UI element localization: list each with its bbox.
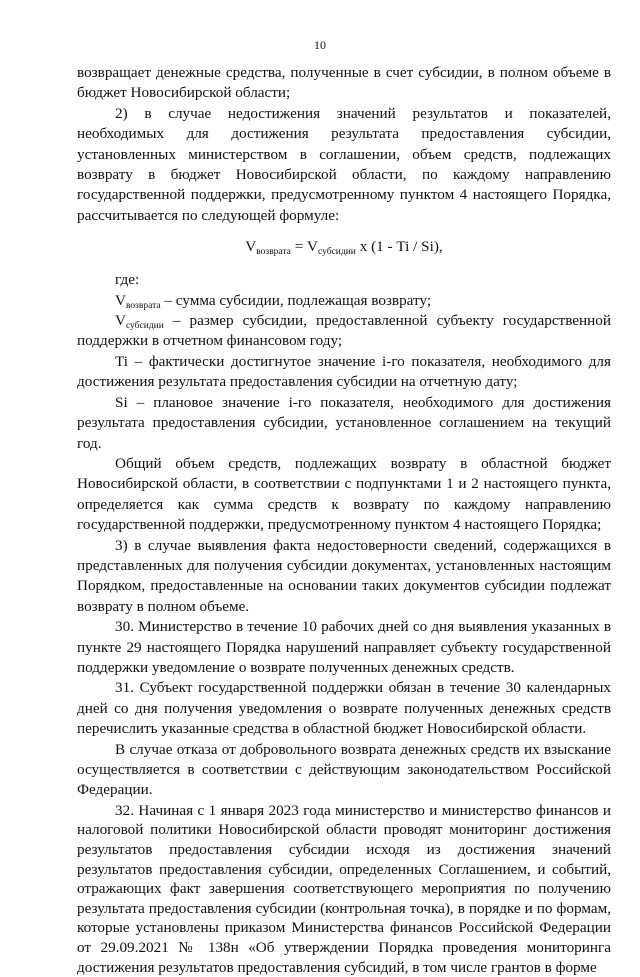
formula-rest: х (1 - Ti / Si), xyxy=(355,238,443,256)
page-number: 10 xyxy=(314,38,326,52)
paragraph-30: 30. Министерство в течение 10 рабочих дней со дня выявления указанных в пункте 29 настоящего Порядка нарушений направляет субъекту государственной поддержки уведомление о возврате полученных денежных средств. xyxy=(77,618,611,676)
formula-v-subsidy-subscript: субсидии xyxy=(318,247,356,258)
paragraph-item-3: 3) в случае выявления факта недостоверности сведений, содержащихся в представленных для получения субсидии документах, установленных настоящим Порядком, предоставленные на основании таких документов субсидии подлежат возврату в полном объеме. xyxy=(77,536,611,615)
formula-v-return-subscript: возврата xyxy=(256,247,291,258)
paragraph-continuation: возвращает денежные средства, полученные в счет субсидии, в полном объеме в бюджет Новосибирской области; xyxy=(77,64,611,102)
definition-v-return-symbol: V xyxy=(115,291,126,309)
paragraph-total-refund: Общий объем средств, подлежащих возврату в областной бюджет Новосибирской области, в соответствии с подпунктами 1 и 2 настоящего пункта, определяется как сумма средств к возврату по каждому направлению государственной поддержки, предусмотренному пунктом 4 настоящего Порядка; xyxy=(77,454,611,534)
definition-ti: Ti – фактически достигнутое значение i-го показателя, необходимого для достижения результата предоставления субсидии на отчетную дату; xyxy=(77,352,611,391)
formula-v-return: V xyxy=(245,238,257,256)
formula-equals: = V xyxy=(290,238,319,256)
definition-v-subsidy xyxy=(77,311,611,352)
definition-v-return-subscript: возврата xyxy=(125,300,161,311)
definition-v-return-text: – сумма субсидии, подлежащая возврату; xyxy=(160,291,432,309)
definition-v-subsidy-text: – размер субсидии, предоставленной субъекту государственной поддержки в отчетном финансовом году; xyxy=(77,312,611,350)
refund-formula xyxy=(77,236,611,258)
where-label: где: xyxy=(115,271,140,289)
definition-si: Si – плановое значение i-го показателя, необходимого для достижения результата предоставления субсидии, установленное соглашением на текущий год. xyxy=(77,393,611,452)
definition-v-subsidy-symbol: V xyxy=(115,312,126,330)
definition-v-subsidy-subscript: субсидии xyxy=(125,321,164,332)
document-body xyxy=(77,63,611,977)
paragraph-refusal: В случае отказа от добровольного возврата денежных средств их взыскание осуществляется в соответствии с действующим законодательством Российской Федерации. xyxy=(77,740,611,799)
paragraph-item-2: 2) в случае недостижения значений результатов и показателей, необходимых для достижения результата предоставления субсидии, установленных министерством в соглашении, объем средств, подлежащих возврату в бюджет Новосибирской области, по каждому направлению государственной поддержки, предусмотренному пунктом 4 настоящего Порядка, рассчитывается по следующей формуле: xyxy=(77,104,611,224)
paragraph-31: 31. Субъект государственной поддержки обязан в течение 30 календарных дней со дня получения уведомления о возврате полученных денежных средств перечислить указанные средства в областной бюджет Новосибирской области. xyxy=(77,679,611,738)
definition-v-return xyxy=(77,291,611,311)
paragraph-32: 32. Начиная с 1 января 2023 года министерство и министерство финансов и налоговой политики Новосибирской области проводят мониторинг достижения результатов предоставления субсидии исходя из достижения значений результатов предоставления субсидии, определенных Соглашением, и событий, отражающих факт завершения соответствующего мероприятия по получению результата предоставления субсидии (контрольная точка), в порядке и по формам, которые установлены приказом Министерства финансов Российской Федерации от 29.09.2021 № 138н «Об утверждении Порядка проведения мониторинга достижения результатов предоставления субсидий, в том числе грантов в форме xyxy=(77,801,611,976)
